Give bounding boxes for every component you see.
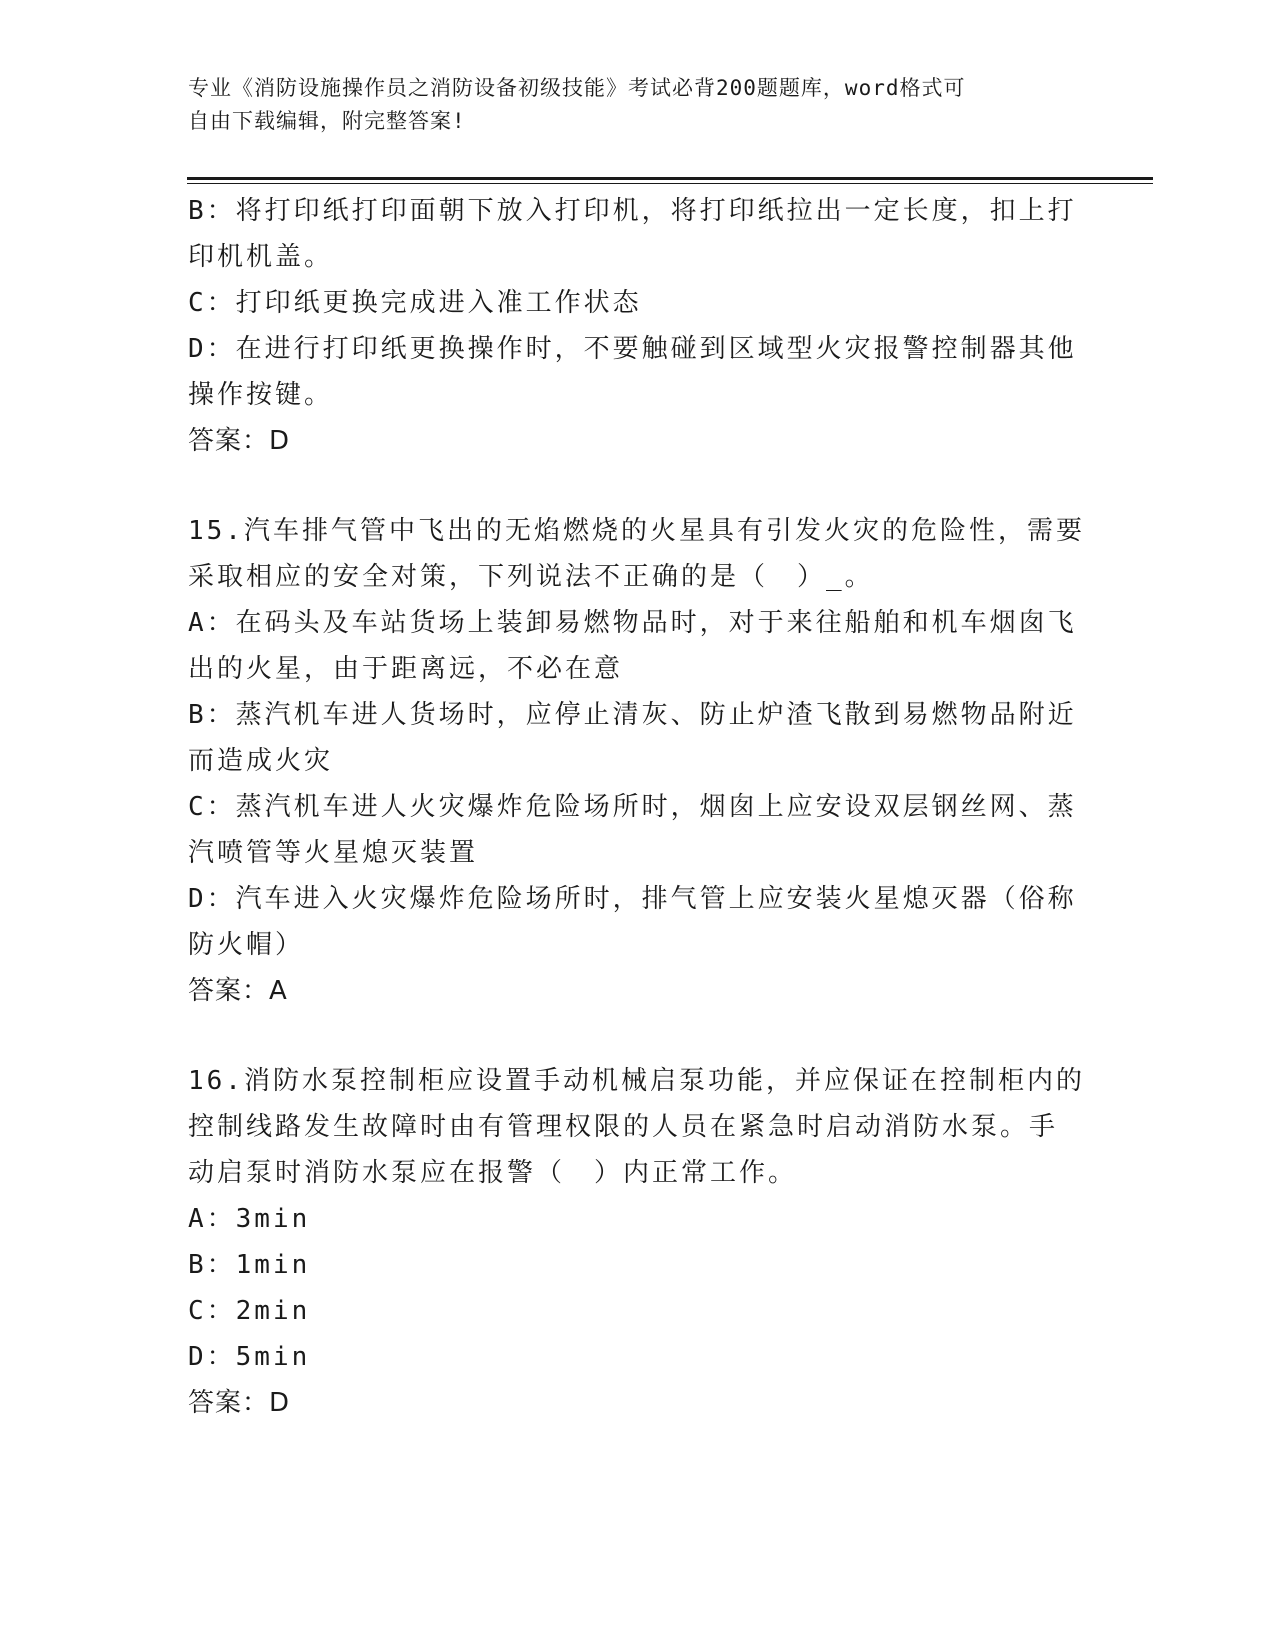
question-16-stem-line-3: 动启泵时消防水泵应在报警（ ）内正常工作。 [188,1158,798,1188]
option-a: A：3min [188,1204,311,1234]
header-line-1: 专业《消防设施操作员之消防设备初级技能》考试必背200题题库，word格式可 [188,76,966,100]
option-d-line-2: 防火帽） [188,930,305,960]
option-a-line-1: A：在码头及车站货场上装卸易燃物品时，对于来往船舶和机车烟囱飞 [188,608,1077,638]
header-divider-thick [187,177,1153,180]
option-b-line-2: 而造成火灾 [188,746,334,776]
question-15 [188,508,1088,1014]
header-divider-thin [187,183,1153,184]
document-header [188,72,1068,138]
question-16-stem-line-1: 16.消防水泵控制柜应设置手动机械启泵功能，并应保证在控制柜内的 [188,1066,1085,1096]
option-d-line-1: D：在进行打印纸更换操作时，不要触碰到区域型火灾报警控制器其他 [188,334,1077,364]
question-16 [188,1058,1088,1426]
option-a-line-2: 出的火星，由于距离远，不必在意 [188,654,624,684]
question-14-tail [188,188,1088,464]
question-16-stem-line-2: 控制线路发生故障时由有管理权限的人员在紧急时启动消防水泵。手 [188,1112,1059,1142]
option-b-line-2: 印机机盖。 [188,242,334,272]
option-c: C：2min [188,1296,311,1326]
document-body [188,188,1088,1426]
option-b-line-1: B：将打印纸打印面朝下放入打印机，将打印纸拉出一定长度，扣上打 [188,196,1077,226]
answer-14: 答案：D [188,426,291,456]
question-15-stem-line-1: 15.汽车排气管中飞出的无焰燃烧的火星具有引发火灾的危险性，需要 [188,516,1085,546]
option-c-line-1: C：蒸汽机车进人火灾爆炸危险场所时，烟囱上应安设双层钢丝网、蒸 [188,792,1077,822]
question-15-stem-line-2: 采取相应的安全对策，下列说法不正确的是（ ）_。 [188,562,874,592]
spacer [188,1014,1088,1058]
header-line-2: 自由下载编辑，附完整答案! [188,109,466,133]
option-b: B：1min [188,1250,311,1280]
answer-16: 答案：D [188,1388,291,1418]
spacer [188,464,1088,508]
option-d-line-1: D：汽车进入火灾爆炸危险场所时，排气管上应安装火星熄灭器（俗称 [188,884,1077,914]
option-c-line-2: 汽喷管等火星熄灭装置 [188,838,479,868]
answer-15: 答案：A [188,976,288,1006]
option-d-line-2: 操作按键。 [188,380,334,410]
option-c: C：打印纸更换完成进入准工作状态 [188,288,642,318]
option-d: D：5min [188,1342,311,1372]
option-b-line-1: B：蒸汽机车进人货场时，应停止清灰、防止炉渣飞散到易燃物品附近 [188,700,1077,730]
